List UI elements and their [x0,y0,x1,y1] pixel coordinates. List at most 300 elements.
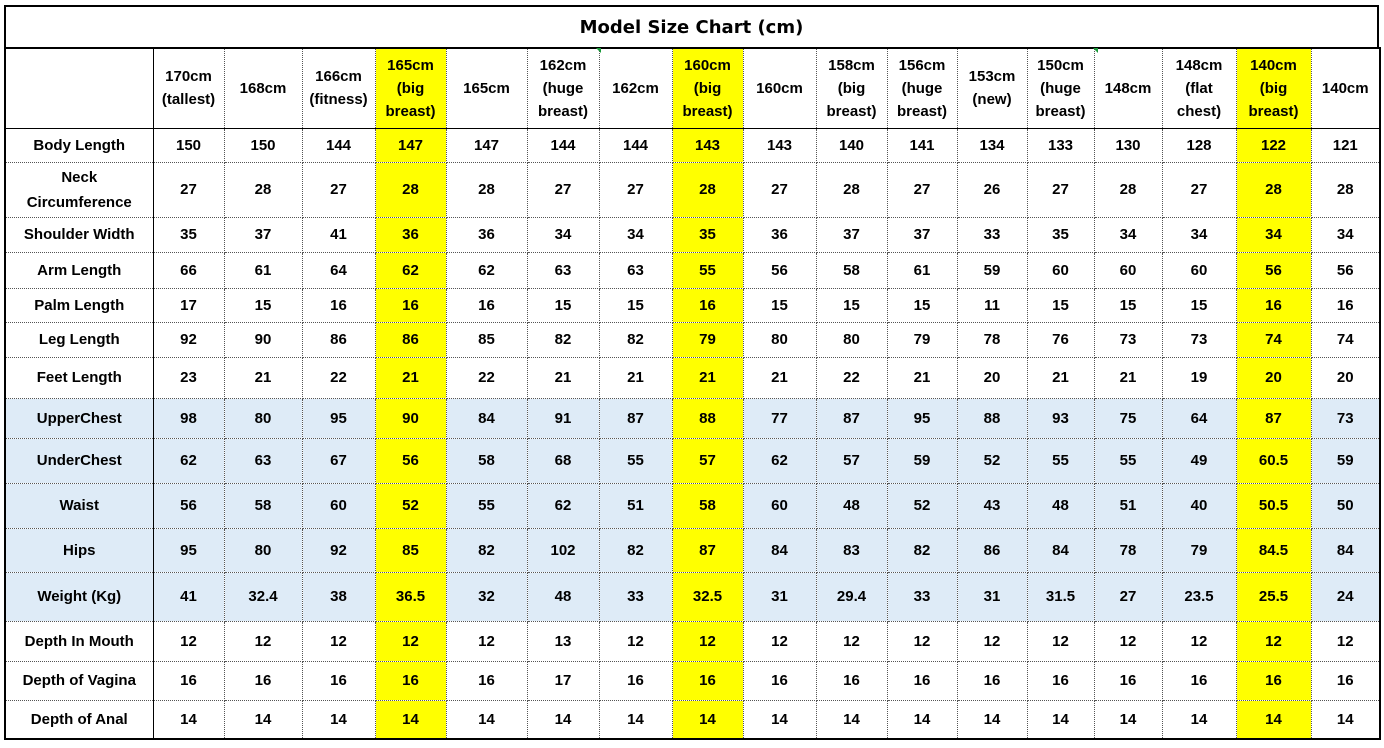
table-cell: 14 [816,700,887,739]
table-cell: 12 [153,621,224,661]
row-label [5,528,153,572]
table-cell: 14 [887,700,957,739]
column-header-line: breast) [537,102,589,120]
table-cell: 15 [527,288,599,322]
column-header-line: 148cm [1175,56,1223,74]
table-cell: 34 [1236,217,1311,252]
header-corner [5,48,153,128]
table-cell: 74 [1236,322,1311,357]
table-cell: 147 [375,128,446,162]
column-header-line: 160cm [756,79,803,97]
table-cell: 23.5 [1162,572,1236,621]
table-cell: 67 [302,438,375,483]
table-cell: 34 [1162,217,1236,252]
table-cell: 12 [1162,621,1236,661]
table-cell: 16 [887,661,957,700]
table-cell: 12 [1311,621,1380,661]
table-cell: 56 [1311,252,1380,288]
table-cell: 92 [153,322,224,357]
table-cell: 86 [302,322,375,357]
table-row [5,483,1380,528]
row-label-line: Neck [61,168,98,186]
table-cell: 80 [224,398,302,438]
table-cell: 36 [375,217,446,252]
column-header-line: (big [837,79,866,97]
table-cell: 40 [1162,483,1236,528]
table-row [5,398,1380,438]
column-header-line: 160cm [684,56,731,74]
table-row [5,128,1380,162]
table-row [5,288,1380,322]
column-header [1311,48,1380,128]
table-cell: 147 [446,128,527,162]
table-cell: 27 [887,162,957,217]
table-cell: 15 [224,288,302,322]
table-cell: 16 [302,288,375,322]
table-row [5,162,1380,217]
table-cell: 78 [957,322,1027,357]
table-cell: 84 [1311,528,1380,572]
column-header-line: 140cm [1321,79,1369,97]
column-header-line: 165cm [463,79,510,97]
table-cell: 64 [302,252,375,288]
table-cell: 12 [957,621,1027,661]
table-cell: 95 [302,398,375,438]
table-cell: 59 [887,438,957,483]
column-header [375,48,446,128]
table-cell: 48 [816,483,887,528]
row-label [5,288,153,322]
row-label [5,322,153,357]
table-cell: 50.5 [1236,483,1311,528]
column-header-line: 168cm [239,79,287,97]
table-cell: 41 [302,217,375,252]
row-label [5,217,153,252]
table-cell: 92 [302,528,375,572]
table-cell: 16 [1236,661,1311,700]
table-cell: 16 [599,661,672,700]
table-row [5,322,1380,357]
table-cell: 14 [1027,700,1094,739]
table-cell: 16 [375,288,446,322]
table-cell: 90 [375,398,446,438]
table-cell: 12 [1027,621,1094,661]
table-cell: 55 [1094,438,1162,483]
row-label-line: UpperChest [36,409,122,427]
table-cell: 33 [957,217,1027,252]
row-label [5,438,153,483]
table-cell: 28 [816,162,887,217]
column-header [302,48,375,128]
table-cell: 61 [887,252,957,288]
row-label-line: Depth In Mouth [24,632,134,650]
table-cell: 33 [599,572,672,621]
table-cell: 128 [1162,128,1236,162]
table-cell: 98 [153,398,224,438]
table-cell: 16 [302,661,375,700]
table-row [5,438,1380,483]
table-cell: 82 [527,322,599,357]
table-cell: 87 [672,528,743,572]
table-cell: 22 [446,357,527,398]
row-label-line: Arm Length [37,261,122,279]
table-cell: 15 [1162,288,1236,322]
table-cell: 51 [1094,483,1162,528]
row-label [5,483,153,528]
table-cell: 34 [1311,217,1380,252]
table-cell: 84 [743,528,816,572]
table-cell: 22 [816,357,887,398]
table-cell: 95 [887,398,957,438]
table-cell: 28 [446,162,527,217]
table-cell: 60 [743,483,816,528]
table-cell: 82 [599,322,672,357]
table-cell: 75 [1094,398,1162,438]
column-header-line: 156cm [898,56,946,74]
table-cell: 63 [599,252,672,288]
table-cell: 32 [446,572,527,621]
table-cell: 143 [672,128,743,162]
table-cell: 91 [527,398,599,438]
table-cell: 57 [816,438,887,483]
row-label-line: Feet Length [36,369,122,386]
table-cell: 38 [302,572,375,621]
row-label [5,162,153,217]
table-cell: 86 [957,528,1027,572]
column-header-line: 162cm [539,56,587,74]
column-header-line: (new) [972,91,1012,109]
header-row [5,48,1380,128]
table-cell: 16 [446,661,527,700]
row-label-line: Leg Length [38,331,120,348]
table-cell: 58 [446,438,527,483]
table-cell: 15 [887,288,957,322]
table-cell: 22 [302,357,375,398]
column-header [672,48,743,128]
table-cell: 83 [816,528,887,572]
table-cell: 28 [1236,162,1311,217]
table-cell: 60 [1094,252,1162,288]
table-cell: 12 [375,621,446,661]
table-cell: 15 [1094,288,1162,322]
column-header-line: chest) [1176,102,1222,120]
table-cell: 82 [887,528,957,572]
table-cell: 28 [224,162,302,217]
table-cell: 27 [743,162,816,217]
table-cell: 33 [887,572,957,621]
table-cell: 59 [957,252,1027,288]
table-cell: 56 [743,252,816,288]
table-cell: 19 [1162,357,1236,398]
row-label [5,621,153,661]
table-cell: 58 [672,483,743,528]
table-cell: 79 [672,322,743,357]
table-cell: 133 [1027,128,1094,162]
table-cell: 66 [153,252,224,288]
table-cell: 73 [1094,322,1162,357]
column-header [1236,48,1311,128]
column-header [887,48,957,128]
table-cell: 55 [599,438,672,483]
row-label [5,572,153,621]
table-cell: 56 [1236,252,1311,288]
table-cell: 14 [1236,700,1311,739]
table-cell: 16 [743,661,816,700]
table-cell: 12 [224,621,302,661]
column-header [153,48,224,128]
table-cell: 23 [153,357,224,398]
table-cell: 79 [1162,528,1236,572]
table-cell: 21 [887,357,957,398]
table-cell: 95 [153,528,224,572]
table-cell: 16 [672,288,743,322]
table-cell: 32.4 [224,572,302,621]
table-cell: 36.5 [375,572,446,621]
table-cell: 27 [153,162,224,217]
table-cell: 34 [527,217,599,252]
column-header-line: (tallest) [161,91,216,109]
table-cell: 31 [743,572,816,621]
cell-comment-marker [1093,48,1098,53]
table-cell: 84 [446,398,527,438]
row-label-line: Hips [62,541,96,559]
row-label [5,661,153,700]
column-header [446,48,527,128]
table-cell: 84.5 [1236,528,1311,572]
table-cell: 62 [375,252,446,288]
table-cell: 12 [816,621,887,661]
table-cell: 14 [743,700,816,739]
table-cell: 77 [743,398,816,438]
table-cell: 52 [887,483,957,528]
table-cell: 49 [1162,438,1236,483]
table-cell: 14 [375,700,446,739]
table-cell: 35 [672,217,743,252]
table-cell: 52 [375,483,446,528]
table-cell: 24 [1311,572,1380,621]
column-header [1162,48,1236,128]
table-cell: 16 [1094,661,1162,700]
table-cell: 26 [957,162,1027,217]
table-cell: 58 [816,252,887,288]
table-cell: 17 [527,661,599,700]
table-cell: 13 [527,621,599,661]
table-cell: 143 [743,128,816,162]
table-cell: 36 [446,217,527,252]
column-header-line: 150cm [1037,56,1084,74]
table-cell: 121 [1311,128,1380,162]
column-header-line: breast) [385,102,436,120]
table-cell: 37 [816,217,887,252]
table-cell: 62 [153,438,224,483]
table-cell: 60 [1027,252,1094,288]
table-cell: 80 [816,322,887,357]
table-cell: 21 [375,357,446,398]
table-cell: 85 [446,322,527,357]
row-label-line: Circumference [26,193,132,211]
table-cell: 90 [224,322,302,357]
column-header-line: (huge [1040,79,1081,97]
table-cell: 79 [887,322,957,357]
table-cell: 28 [1094,162,1162,217]
table-cell: 14 [224,700,302,739]
table-cell: 88 [672,398,743,438]
table-cell: 140 [816,128,887,162]
table-cell: 16 [816,661,887,700]
column-header [1094,48,1162,128]
table-cell: 31.5 [1027,572,1094,621]
table-cell: 82 [446,528,527,572]
column-header-line: 148cm [1104,79,1152,97]
table-cell: 61 [224,252,302,288]
table-body [5,128,1380,739]
column-header-line: breast) [896,102,948,120]
table-row [5,217,1380,252]
table-cell: 21 [527,357,599,398]
size-table [4,47,1381,740]
column-header-line: 140cm [1250,56,1297,74]
table-row [5,700,1380,739]
table-cell: 12 [672,621,743,661]
table-cell: 63 [224,438,302,483]
table-cell: 64 [1162,398,1236,438]
table-cell: 37 [887,217,957,252]
table-cell: 14 [1094,700,1162,739]
column-header-line: breast) [682,102,733,120]
table-cell: 15 [1027,288,1094,322]
table-cell: 25.5 [1236,572,1311,621]
table-cell: 74 [1311,322,1380,357]
table-cell: 60 [1162,252,1236,288]
row-label-line: Depth of Vagina [22,672,136,689]
table-cell: 80 [743,322,816,357]
table-cell: 85 [375,528,446,572]
table-cell: 12 [887,621,957,661]
table-cell: 51 [599,483,672,528]
table-cell: 20 [1236,357,1311,398]
row-label-line: Waist [59,497,99,514]
table-cell: 14 [153,700,224,739]
table-cell: 12 [446,621,527,661]
table-cell: 57 [672,438,743,483]
table-cell: 15 [599,288,672,322]
table-cell: 56 [375,438,446,483]
table-cell: 21 [599,357,672,398]
table-cell: 34 [599,217,672,252]
table-cell: 16 [375,661,446,700]
column-header-line: 166cm [315,68,362,86]
table-cell: 31 [957,572,1027,621]
table-row [5,252,1380,288]
table-cell: 21 [743,357,816,398]
table-row [5,528,1380,572]
table-cell: 102 [527,528,599,572]
table-cell: 87 [1236,398,1311,438]
table-cell: 28 [1311,162,1380,217]
table-cell: 68 [527,438,599,483]
table-row [5,661,1380,700]
column-header [527,48,599,128]
column-header [599,48,672,128]
table-cell: 41 [153,572,224,621]
table-cell: 16 [153,661,224,700]
table-cell: 36 [743,217,816,252]
row-label-line: Body Length [33,136,126,154]
column-header-line: breast) [1248,102,1299,120]
column-header-line: breast) [826,102,877,120]
table-cell: 150 [224,128,302,162]
table-cell: 21 [224,357,302,398]
table-cell: 14 [446,700,527,739]
table-cell: 27 [599,162,672,217]
table-cell: 56 [153,483,224,528]
cell-comment-marker [596,48,601,53]
table-cell: 144 [302,128,375,162]
table-cell: 21 [672,357,743,398]
table-cell: 16 [1027,661,1094,700]
table-cell: 73 [1311,398,1380,438]
table-cell: 55 [1027,438,1094,483]
table-cell: 35 [1027,217,1094,252]
column-header-line: 158cm [828,56,875,74]
table-cell: 16 [446,288,527,322]
table-cell: 62 [446,252,527,288]
table-cell: 21 [1027,357,1094,398]
table-cell: 35 [153,217,224,252]
table-cell: 20 [957,357,1027,398]
table-cell: 14 [527,700,599,739]
column-header-line: (fitness) [309,91,368,109]
table-cell: 27 [1027,162,1094,217]
table-cell: 78 [1094,528,1162,572]
table-cell: 17 [153,288,224,322]
table-cell: 16 [957,661,1027,700]
table-cell: 12 [599,621,672,661]
column-header-line: 170cm [165,68,212,86]
column-header-line: 165cm [387,56,434,74]
table-cell: 27 [1094,572,1162,621]
chart-title: Model Size Chart (cm) [4,5,1379,47]
column-header [957,48,1027,128]
table-cell: 122 [1236,128,1311,162]
table-cell: 134 [957,128,1027,162]
table-cell: 20 [1311,357,1380,398]
column-header [816,48,887,128]
table-cell: 32.5 [672,572,743,621]
table-cell: 144 [527,128,599,162]
table-cell: 15 [743,288,816,322]
table-cell: 144 [599,128,672,162]
row-label [5,357,153,398]
table-cell: 16 [1236,288,1311,322]
table-cell: 28 [375,162,446,217]
table-cell: 29.4 [816,572,887,621]
column-header-line: 162cm [612,79,659,97]
table-cell: 12 [1236,621,1311,661]
column-header-line: (big [396,79,425,97]
table-cell: 87 [599,398,672,438]
table-cell: 37 [224,217,302,252]
table-cell: 34 [1094,217,1162,252]
table-cell: 150 [153,128,224,162]
table-cell: 16 [224,661,302,700]
table-cell: 93 [1027,398,1094,438]
table-cell: 62 [527,483,599,528]
table-cell: 21 [1094,357,1162,398]
table-cell: 15 [816,288,887,322]
table-cell: 60.5 [1236,438,1311,483]
column-header-line: 153cm [968,68,1016,86]
